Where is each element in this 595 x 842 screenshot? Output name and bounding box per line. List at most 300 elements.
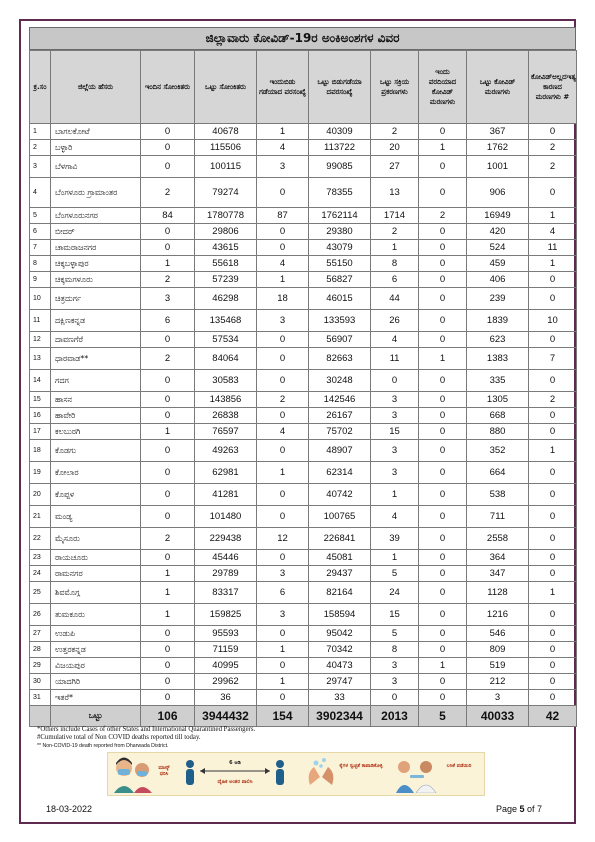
today-positives-cell: 2: [141, 178, 195, 208]
table-row: [30, 462, 577, 484]
table-row: [30, 690, 577, 706]
total-deaths-cell: 1305: [467, 392, 529, 408]
district-sl-cell: 25: [30, 582, 51, 604]
today-discharged-cell: 3: [257, 310, 309, 332]
district-name-cell: ಬಳ್ಳಾರಿ: [51, 140, 141, 156]
today-deaths-cell: 0: [419, 550, 467, 566]
district-sl-cell: 21: [30, 506, 51, 528]
total-discharged-cell: 48907: [309, 440, 371, 462]
district-sl-cell: 31: [30, 690, 51, 706]
total-discharged-cell: 40473: [309, 658, 371, 674]
district-name-cell: ಬೀದರ್: [51, 224, 141, 240]
total-discharged-cell: 142546: [309, 392, 371, 408]
page-title: ಜಿಲ್ಲಾವಾರು ಕೋವಿಡ್-19ರ ಅಂಕಿಅಂಶಗಳ ವಿವರ: [29, 27, 576, 50]
today-positives-cell: 0: [141, 240, 195, 256]
non-covid-deaths-cell: 0: [529, 124, 577, 140]
non-covid-deaths-cell: 0: [529, 658, 577, 674]
total-today-deaths: 5: [419, 706, 467, 727]
today-discharged-cell: 3: [257, 566, 309, 582]
table-row: [30, 178, 577, 208]
today-positives-cell: 2: [141, 528, 195, 550]
total-total-positives: 3944432: [195, 706, 257, 727]
active-cases-cell: 5: [371, 566, 419, 582]
total-positives-cell: 55618: [195, 256, 257, 272]
district-sl-cell: 28: [30, 642, 51, 658]
total-deaths-cell: 519: [467, 658, 529, 674]
today-deaths-cell: 1: [419, 348, 467, 370]
today-discharged-cell: 0: [257, 550, 309, 566]
active-cases-cell: 3: [371, 658, 419, 674]
total-deaths-cell: 1128: [467, 582, 529, 604]
handwash-icon: [304, 755, 338, 793]
today-positives-cell: 0: [141, 332, 195, 348]
today-deaths-cell: 0: [419, 392, 467, 408]
total-discharged-cell: 29437: [309, 566, 371, 582]
today-deaths-cell: 0: [419, 528, 467, 550]
today-discharged-cell: 1: [257, 674, 309, 690]
active-cases-cell: 26: [371, 310, 419, 332]
vaccine-icon: [392, 755, 440, 793]
total-discharged-cell: 30248: [309, 370, 371, 392]
today-positives-cell: 1: [141, 582, 195, 604]
total-positives-cell: 46298: [195, 288, 257, 310]
today-positives-cell: 0: [141, 484, 195, 506]
vaccine-label: ಲಸಿಕೆ ಪಡೆಯಿರಿ: [446, 763, 472, 769]
total-discharged-cell: 78355: [309, 178, 371, 208]
district-name-cell: ರಾಮನಗರ: [51, 566, 141, 582]
total-positives-cell: 62981: [195, 462, 257, 484]
total-deaths-cell: 2558: [467, 528, 529, 550]
today-discharged-cell: 0: [257, 240, 309, 256]
non-covid-deaths-cell: 2: [529, 392, 577, 408]
footnotes: [37, 726, 255, 750]
total-positives-cell: 71159: [195, 642, 257, 658]
total-positives-cell: 229438: [195, 528, 257, 550]
total-positives-cell: 43615: [195, 240, 257, 256]
today-positives-cell: 0: [141, 156, 195, 178]
active-cases-cell: 3: [371, 392, 419, 408]
district-sl-cell: 16: [30, 408, 51, 424]
today-deaths-cell: 0: [419, 642, 467, 658]
handwash-panel: [304, 755, 384, 795]
today-discharged-cell: 6: [257, 582, 309, 604]
non-covid-deaths-cell: 4: [529, 224, 577, 240]
active-cases-cell: 0: [371, 690, 419, 706]
total-discharged-cell: 56827: [309, 272, 371, 288]
total-discharged-cell: 100765: [309, 506, 371, 528]
today-discharged-cell: 0: [257, 370, 309, 392]
district-sl-cell: 11: [30, 310, 51, 332]
total-deaths-cell: 623: [467, 332, 529, 348]
today-positives-cell: 1: [141, 566, 195, 582]
header-today-discharged: ಇಂದುಬಿಡು ಗಡೆಯಾದ ವರಸಂಖ್ಯೆ: [257, 51, 309, 124]
total-deaths-cell: 1216: [467, 604, 529, 626]
table-row: [30, 424, 577, 440]
today-positives-cell: 0: [141, 408, 195, 424]
active-cases-cell: 2: [371, 124, 419, 140]
active-cases-cell: 1714: [371, 208, 419, 224]
total-discharged-cell: 70342: [309, 642, 371, 658]
active-cases-cell: 13: [371, 178, 419, 208]
today-deaths-cell: 0: [419, 224, 467, 240]
today-positives-cell: 0: [141, 124, 195, 140]
non-covid-deaths-cell: 0: [529, 506, 577, 528]
header-sl: ಕ್ರ.ಸಂ: [30, 51, 51, 124]
total-deaths-cell: 546: [467, 626, 529, 642]
non-covid-deaths-cell: 0: [529, 566, 577, 582]
district-name-cell: ಮಂಡ್ಯ: [51, 506, 141, 528]
district-name-cell: ಇತರೆ*: [51, 690, 141, 706]
page-number: [496, 804, 542, 814]
header-non-covid-deaths: ಕೋವಿಡ್ಅಲ್ಲದಇತ್ಯ ಕಾರಣದ ಮರಣಗಳು #: [529, 51, 577, 124]
today-discharged-cell: 4: [257, 140, 309, 156]
total-row: [30, 706, 577, 727]
table-row: [30, 408, 577, 424]
district-name-cell: ಚಿಕ್ಕಬಳ್ಳಾಪುರ: [51, 256, 141, 272]
district-name-cell: ಚಾಮರಾಜನಗರ: [51, 240, 141, 256]
today-deaths-cell: 0: [419, 690, 467, 706]
non-covid-deaths-cell: 1: [529, 256, 577, 272]
total-positives-cell: 57239: [195, 272, 257, 288]
active-cases-cell: 4: [371, 506, 419, 528]
total-positives-cell: 115506: [195, 140, 257, 156]
today-discharged-cell: 0: [257, 348, 309, 370]
total-positives-cell: 79274: [195, 178, 257, 208]
total-discharged-cell: 46015: [309, 288, 371, 310]
non-covid-deaths-cell: 0: [529, 642, 577, 658]
district-name-cell: ಕೊಪ್ಪಳ: [51, 484, 141, 506]
total-discharged-cell: 82663: [309, 348, 371, 370]
header-active-cases: ಒಟ್ಟು ಸಕ್ರಿಯ ಪ್ರಕರಣಗಳು: [371, 51, 419, 124]
district-sl-cell: 29: [30, 658, 51, 674]
total-positives-cell: 159825: [195, 604, 257, 626]
today-deaths-cell: 0: [419, 256, 467, 272]
table-row: [30, 256, 577, 272]
total-deaths-cell: 906: [467, 178, 529, 208]
non-covid-deaths-cell: 0: [529, 332, 577, 348]
today-positives-cell: 1: [141, 424, 195, 440]
non-covid-deaths-cell: 0: [529, 178, 577, 208]
active-cases-cell: 6: [371, 272, 419, 288]
district-sl-cell: 5: [30, 208, 51, 224]
district-sl-cell: 6: [30, 224, 51, 240]
active-cases-cell: 0: [371, 370, 419, 392]
total-deaths-cell: 364: [467, 550, 529, 566]
total-positives-cell: 83317: [195, 582, 257, 604]
table-row: [30, 348, 577, 370]
total-discharged-cell: 26167: [309, 408, 371, 424]
active-cases-cell: 3: [371, 462, 419, 484]
today-deaths-cell: 0: [419, 604, 467, 626]
district-sl-cell: 23: [30, 550, 51, 566]
total-discharged-cell: 56907: [309, 332, 371, 348]
non-covid-deaths-cell: 11: [529, 240, 577, 256]
table-row: [30, 124, 577, 140]
today-positives-cell: 0: [141, 658, 195, 674]
table-row: [30, 240, 577, 256]
district-sl-cell: 15: [30, 392, 51, 408]
today-positives-cell: 2: [141, 272, 195, 288]
total-non-covid-deaths: 42: [529, 706, 577, 727]
total-positives-cell: 29806: [195, 224, 257, 240]
district-name-cell: ಚಿತ್ರದುರ್ಗ: [51, 288, 141, 310]
total-deaths-cell: 3: [467, 690, 529, 706]
mask-icon: [112, 755, 154, 793]
total-positives-cell: 30583: [195, 370, 257, 392]
non-covid-deaths-cell: 1: [529, 208, 577, 224]
total-discharged-cell: 82164: [309, 582, 371, 604]
district-name-cell: ಬಾಗಲಕೋಟೆ: [51, 124, 141, 140]
total-deaths-cell: 809: [467, 642, 529, 658]
today-deaths-cell: 2: [419, 208, 467, 224]
today-positives-cell: 0: [141, 392, 195, 408]
total-discharged-cell: 43079: [309, 240, 371, 256]
district-sl-cell: 13: [30, 348, 51, 370]
today-discharged-cell: 0: [257, 690, 309, 706]
mask-panel: [112, 755, 172, 795]
total-positives-cell: 95593: [195, 626, 257, 642]
district-name-cell: ತುಮಕೂರು: [51, 604, 141, 626]
total-deaths-cell: 524: [467, 240, 529, 256]
district-sl-cell: 2: [30, 140, 51, 156]
district-sl-cell: 17: [30, 424, 51, 440]
today-deaths-cell: 0: [419, 240, 467, 256]
total-positives-cell: 36: [195, 690, 257, 706]
report-date: 18-03-2022: [46, 804, 93, 814]
today-positives-cell: 0: [141, 626, 195, 642]
today-deaths-cell: 1: [419, 140, 467, 156]
non-covid-deaths-cell: 0: [529, 528, 577, 550]
today-discharged-cell: 1: [257, 462, 309, 484]
non-covid-deaths-cell: 0: [529, 550, 577, 566]
today-discharged-cell: 2: [257, 392, 309, 408]
total-deaths-cell: 406: [467, 272, 529, 288]
today-deaths-cell: 0: [419, 440, 467, 462]
total-discharged-cell: 158594: [309, 604, 371, 626]
today-positives-cell: 0: [141, 370, 195, 392]
today-discharged-cell: 0: [257, 408, 309, 424]
today-positives-cell: 0: [141, 140, 195, 156]
district-sl-cell: 27: [30, 626, 51, 642]
total-deaths-cell: 664: [467, 462, 529, 484]
today-positives-cell: 0: [141, 642, 195, 658]
total-positives-cell: 40678: [195, 124, 257, 140]
total-deaths-cell: 335: [467, 370, 529, 392]
active-cases-cell: 39: [371, 528, 419, 550]
table-row: [30, 370, 577, 392]
today-positives-cell: 2: [141, 348, 195, 370]
district-name-cell: ದಕ್ಷಿಣಕನ್ನಡ: [51, 310, 141, 332]
district-sl-cell: 18: [30, 440, 51, 462]
today-discharged-cell: 4: [257, 256, 309, 272]
table-row: [30, 140, 577, 156]
non-covid-deaths-cell: 0: [529, 408, 577, 424]
non-covid-deaths-cell: 1: [529, 582, 577, 604]
active-cases-cell: 11: [371, 348, 419, 370]
district-name-cell: ಉಡುಪಿ: [51, 626, 141, 642]
total-discharged-cell: 62314: [309, 462, 371, 484]
non-covid-deaths-cell: 0: [529, 288, 577, 310]
district-sl-cell: 3: [30, 156, 51, 178]
non-covid-deaths-cell: 10: [529, 310, 577, 332]
table-row: [30, 658, 577, 674]
total-sl-cell: [30, 706, 51, 727]
total-deaths-cell: 239: [467, 288, 529, 310]
table-row: [30, 484, 577, 506]
today-deaths-cell: 0: [419, 272, 467, 288]
active-cases-cell: 44: [371, 288, 419, 310]
today-discharged-cell: 18: [257, 288, 309, 310]
district-name-cell: ವಿಜಯಪುರ: [51, 658, 141, 674]
district-name-cell: ಧಾರವಾಡ**: [51, 348, 141, 370]
total-label: ಒಟ್ಟು: [51, 706, 141, 727]
active-cases-cell: 4: [371, 332, 419, 348]
active-cases-cell: 1: [371, 240, 419, 256]
today-discharged-cell: 0: [257, 332, 309, 348]
today-deaths-cell: 0: [419, 424, 467, 440]
total-deaths-cell: 420: [467, 224, 529, 240]
active-cases-cell: 27: [371, 156, 419, 178]
table-header-row: [30, 51, 577, 124]
today-positives-cell: 6: [141, 310, 195, 332]
district-sl-cell: 7: [30, 240, 51, 256]
total-discharged-cell: 40742: [309, 484, 371, 506]
today-positives-cell: 0: [141, 224, 195, 240]
today-deaths-cell: 0: [419, 626, 467, 642]
total-positives-cell: 41281: [195, 484, 257, 506]
total-deaths-cell: 1383: [467, 348, 529, 370]
table-row: [30, 310, 577, 332]
header-total-positives: ಒಟ್ಟು ಸೋಂಕಿತರು: [195, 51, 257, 124]
today-deaths-cell: 0: [419, 124, 467, 140]
district-name-cell: ಬೆಂಗಳೂರುನಗರ: [51, 208, 141, 224]
total-positives-cell: 49263: [195, 440, 257, 462]
table-row: [30, 550, 577, 566]
today-discharged-cell: 87: [257, 208, 309, 224]
table-row: [30, 208, 577, 224]
today-discharged-cell: 3: [257, 604, 309, 626]
header-today-positives: ಇಂದಿನ ಸೋಂಕಿತರು: [141, 51, 195, 124]
active-cases-cell: 8: [371, 256, 419, 272]
table-row: [30, 392, 577, 408]
non-covid-deaths-cell: 7: [529, 348, 577, 370]
district-name-cell: ಮೈಸೂರು: [51, 528, 141, 550]
total-discharged-cell: 29747: [309, 674, 371, 690]
total-positives-cell: 57534: [195, 332, 257, 348]
distance-panel: [182, 755, 288, 795]
total-deaths-cell: 1839: [467, 310, 529, 332]
today-deaths-cell: 0: [419, 408, 467, 424]
today-positives-cell: 0: [141, 506, 195, 528]
active-cases-cell: 20: [371, 140, 419, 156]
total-positives-cell: 29962: [195, 674, 257, 690]
district-name-cell: ಶಿವಮೊಗ್ಗ: [51, 582, 141, 604]
total-discharged-cell: 29380: [309, 224, 371, 240]
active-cases-cell: 3: [371, 408, 419, 424]
today-deaths-cell: 0: [419, 462, 467, 484]
district-name-cell: ಕಲಬುರಗಿ: [51, 424, 141, 440]
district-name-cell: ಯಾದಗಿರಿ: [51, 674, 141, 690]
non-covid-deaths-cell: 0: [529, 484, 577, 506]
today-deaths-cell: 0: [419, 582, 467, 604]
table-body: [30, 124, 577, 706]
today-deaths-cell: 0: [419, 674, 467, 690]
total-deaths-cell: 711: [467, 506, 529, 528]
total-discharged-cell: 55150: [309, 256, 371, 272]
district-sl-cell: 24: [30, 566, 51, 582]
district-sl-cell: 26: [30, 604, 51, 626]
today-discharged-cell: 12: [257, 528, 309, 550]
total-positives-cell: 45446: [195, 550, 257, 566]
district-sl-cell: 10: [30, 288, 51, 310]
district-name-cell: ಕೋಲಾರ: [51, 462, 141, 484]
today-positives-cell: 0: [141, 674, 195, 690]
total-discharged-cell: 226841: [309, 528, 371, 550]
total-discharged-cell: 1762114: [309, 208, 371, 224]
total-deaths-cell: 880: [467, 424, 529, 440]
total-discharged-cell: 75702: [309, 424, 371, 440]
total-deaths-cell: 1762: [467, 140, 529, 156]
distance-value: 6 ಅಡಿ: [229, 760, 241, 766]
total-positives-cell: 29789: [195, 566, 257, 582]
today-deaths-cell: 0: [419, 178, 467, 208]
today-positives-cell: 0: [141, 462, 195, 484]
total-deaths-cell: 212: [467, 674, 529, 690]
today-discharged-cell: 1: [257, 272, 309, 288]
total-discharged-cell: 95042: [309, 626, 371, 642]
district-sl-cell: 20: [30, 484, 51, 506]
today-deaths-cell: 1: [419, 658, 467, 674]
total-positives-cell: 101480: [195, 506, 257, 528]
district-name-cell: ಉತ್ತರಕನ್ನಡ: [51, 642, 141, 658]
total-total-discharged: 3902344: [309, 706, 371, 727]
total-positives-cell: 100115: [195, 156, 257, 178]
table-row: [30, 582, 577, 604]
footnote-dharwada: ** Non-COVID-19 death reported from Dharwada District.: [37, 743, 169, 749]
total-deaths-cell: 16949: [467, 208, 529, 224]
total-today-discharged: 154: [257, 706, 309, 727]
non-covid-deaths-cell: 0: [529, 370, 577, 392]
district-name-cell: ರಾಯಚೂರು: [51, 550, 141, 566]
district-name-cell: ಚಿಕ್ಕಮಗಳೂರು: [51, 272, 141, 288]
header-total-deaths: ಒಟ್ಟು ಕೋವಿಡ್ ಮರಣಗಳು: [467, 51, 529, 124]
total-positives-cell: 76597: [195, 424, 257, 440]
today-discharged-cell: 0: [257, 506, 309, 528]
active-cases-cell: 15: [371, 604, 419, 626]
district-name-cell: ಬೆಂಗಳೂರು ಗ್ರಾಮಾಂತರ: [51, 178, 141, 208]
table-row: [30, 626, 577, 642]
today-positives-cell: 1: [141, 604, 195, 626]
today-positives-cell: 0: [141, 690, 195, 706]
safety-banner: [107, 752, 485, 796]
non-covid-deaths-cell: 2: [529, 156, 577, 178]
non-covid-deaths-cell: 2: [529, 140, 577, 156]
total-discharged-cell: 45081: [309, 550, 371, 566]
today-discharged-cell: 0: [257, 626, 309, 642]
district-name-cell: ಹಾವೇರಿ: [51, 408, 141, 424]
table-row: [30, 440, 577, 462]
active-cases-cell: 15: [371, 424, 419, 440]
total-deaths-cell: 352: [467, 440, 529, 462]
vaccine-panel: [392, 755, 482, 795]
district-name-cell: ಕೊಡಗು: [51, 440, 141, 462]
total-positives-cell: 1780778: [195, 208, 257, 224]
non-covid-deaths-cell: 0: [529, 424, 577, 440]
district-sl-cell: 4: [30, 178, 51, 208]
today-discharged-cell: 0: [257, 178, 309, 208]
today-deaths-cell: 0: [419, 332, 467, 348]
total-deaths-cell: 538: [467, 484, 529, 506]
